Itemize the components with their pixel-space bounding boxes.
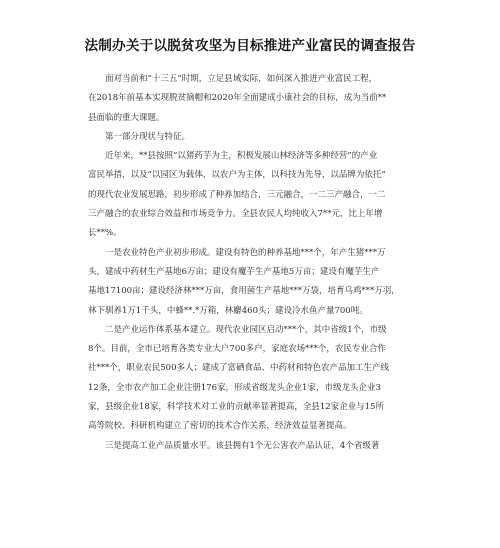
body-line: 三是提高工业产品质量水平。该县拥有1个无公害农产品认证，4个省级著 xyxy=(105,440,380,451)
document-body xyxy=(88,70,414,456)
body-line: 三产融合的农业综合效益和市场竞争力。全县农民人均纯收入7**元，比上年增 xyxy=(88,209,383,220)
document-title: 法制办关于以脱贫攻坚为目标推进产业富民的调查报告 xyxy=(84,38,416,54)
body-line: 12条，全市农产加工企业注册176家，形成省级龙头企业1家，市级龙头企业3 xyxy=(88,382,381,393)
body-line: 基地17100亩；建设经济林***万亩，食用菌生产基地***万袋，培育乌鸡***万羽， xyxy=(88,286,400,297)
body-line: 二是产业运作体系基本建立。现代农业园区启动***个，其中省级1个，市级 xyxy=(105,324,387,335)
body-line: 长**%。 xyxy=(88,228,122,239)
body-line: 家，县级企业18家，科学技术对工业的贡献率显著提高，全县12家企业与15所 xyxy=(88,402,384,413)
body-line: 面对当前和“十三五”时期，立足县域实际，如何深入推进产业富民工程， xyxy=(105,74,378,84)
body-line: 8个。目前，全市已培育各类专业大户700多户，家庭农场***个，农民专业合作 xyxy=(88,344,386,355)
body-line: 高等院校、科研机构建立了密切的技术合作关系，经济效益显著提高。 xyxy=(88,421,352,432)
body-line: 第一部分现状与特征。 xyxy=(105,131,191,142)
body-line: 一是农业特色产业初步形成。建设有特色的种养基地***个，年产生猪***万 xyxy=(105,247,386,258)
body-line: 县面临的重大课题。 xyxy=(88,112,165,123)
body-line: 社***个，职业农民500多人；建成了富硒食品、中药材和特色农产品加工生产线 xyxy=(88,363,389,374)
body-line: 近年来，**县按照“以猪药芋为主，积极发展山林经济等多种经营”的产业 xyxy=(105,151,378,162)
body-line: 富民举措，以及“以园区为载体，以农户为主体，以科技为先导，以品牌为依托” xyxy=(88,170,386,181)
body-line: 林下驯养1万1千头，中蜂**.*万箱，林麝460头；建设冷水鱼产量700吨。 xyxy=(88,305,368,316)
body-line: 在2018年前基本实现脱贫摘帽和2020年全面建成小康社会的目标，成为当前** xyxy=(88,93,387,104)
body-line: 头，建成中药材生产基地6万亩；建设有魔芋生产基地5万亩；建设有魔芋生产 xyxy=(88,266,380,277)
body-line: 的现代农业发展思路，初步形成了种养加结合，三元融合，一二三产融合，一二 xyxy=(88,189,386,200)
